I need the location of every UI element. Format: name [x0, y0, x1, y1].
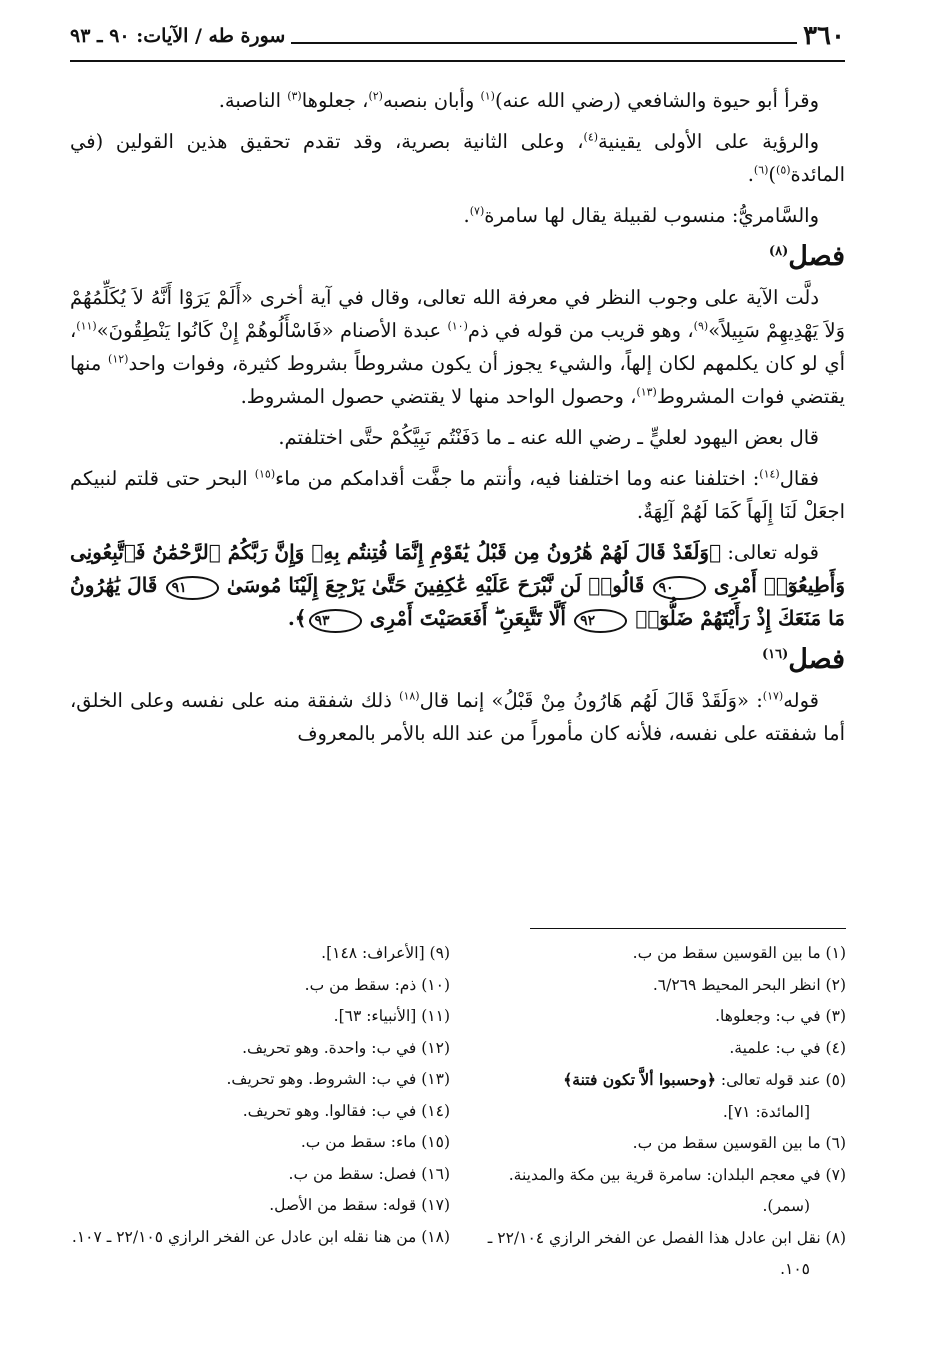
paragraph — [70, 462, 845, 528]
footnote-ref[interactable]: (١٧) — [762, 689, 784, 703]
main-text — [70, 84, 845, 750]
text: ذلك شفقة منه على نفسه وعلى الخلق، أما شفقته على نفسه، فلأنه كان مأموراً من عند الله بالأمر بالمعروف — [70, 689, 845, 745]
footnote: (١٠) ذم: سقط من ب. — [304, 975, 450, 994]
text: فقال — [779, 467, 819, 490]
paragraph — [70, 199, 845, 232]
footnotes-right-column — [466, 938, 846, 1286]
text: منها يقتضي فوات المشروط — [70, 352, 845, 408]
quran-paragraph — [70, 536, 845, 635]
text: دلَّت الآية على وجوب النظر في معرفة الله تعالى، وقال في آية أخرى «أَلَمْ يَرَوْا أَنَّهُ لاَ يُكَلِّمُهُمْ وَلاَ يَهْدِيهِمْ سَبِيلاً» — [70, 286, 845, 342]
text: ، وهو قريب من قوله في ذم — [467, 319, 694, 342]
footnote: (٧) في معجم البلدان: سامرة قرية بين مكة والمدينة. (سمر). — [508, 1165, 846, 1215]
footnote: (٢) انظر البحر المحيط ٦/٢٦٩. — [652, 975, 846, 994]
paragraph — [70, 684, 845, 750]
paragraph — [70, 281, 845, 413]
paragraph — [70, 84, 845, 117]
footnotes-left-column — [70, 938, 450, 1253]
footnote-ref[interactable]: (١٣) — [636, 385, 657, 399]
footnote: (١٧) قوله: سقط من الأصل. — [269, 1196, 450, 1214]
footnote: (٣) في ب: وجعلوها. — [715, 1007, 846, 1025]
footnote-ref[interactable]: (٣) — [287, 89, 302, 103]
footnote: (١٦) فصل: سقط من ب. — [288, 1164, 450, 1183]
footnote: (١٣) في ب: الشروط. وهو تحريف. — [226, 1070, 450, 1088]
text: قوله تعالى: — [721, 541, 819, 564]
heading-label: فصل — [788, 241, 845, 272]
footnote-ref[interactable]: (١٤) — [759, 467, 780, 481]
quran-verse: ﴿وَلَقَدْ قَالَ لَهُمْ هَٰرُونُ مِن قَبْلُ يَٰقَوْمِ إِنَّمَا فُتِنتُم بِهِۦ وَإِنَّ رَبَّكُمُ ٱلرَّحْمَٰنُ فَٱتَّبِعُونِى وَأَطِيعُوٓا۟ أَمْرِى — [70, 540, 845, 597]
footnote: (١٢) في ب: واحدة. وهو تحريف. — [242, 1038, 450, 1057]
footnote-text: (٥) عند قوله تعالى: — [715, 1071, 846, 1089]
footnote-reference: [المائدة: ٧١]. — [722, 1102, 810, 1121]
text: البحر حتى قلتم لنبيكم اجعَلْ لَنَا إِلَهاً كَمَا لَهُمْ آلِهَةٌ. — [70, 467, 845, 523]
header-divider — [70, 60, 845, 62]
verse-number-marker: ٩٢ — [574, 609, 627, 633]
quran-verse: أَلَّا تَتَّبِعَنِ ۖ أَفَعَصَيْتَ أَمْرِى — [369, 606, 566, 630]
text: والسَّامريُّ: منسوب لقبيلة يقال لها سامرة — [484, 204, 819, 227]
footnote: (١٥) ماء: سقط من ب. — [300, 1133, 450, 1151]
text: ) — [768, 163, 777, 186]
footnote: (٨) نقل ابن عادل هذا الفصل عن الفخر الرازي ٢٢/١٠٤ ـ ١٠٥. — [487, 1228, 846, 1278]
footnote-ref[interactable]: (١٥) — [254, 467, 276, 481]
text: وقرأ أبو حيوة والشافعي (رضي الله عنه) — [494, 89, 819, 112]
footnote-separator — [530, 928, 846, 929]
paragraph — [70, 421, 845, 454]
text: ، أي لو كان يكلمهم لكان إلهاً، والشيء يجوز أن يكون مشروطاً بشروط كثيرة، وفوات واحد — [70, 319, 845, 375]
footnote-ref[interactable]: (٩) — [693, 319, 709, 333]
footnote-ref[interactable]: (١٠) — [447, 319, 468, 333]
text: ، وحصول الواحد منها لا يقتضي حصول المشروط. — [240, 385, 637, 408]
footnote-ref[interactable]: (١٨) — [399, 689, 420, 703]
footnote: (٤) في ب: علمية. — [729, 1038, 846, 1057]
footnote — [466, 1064, 846, 1128]
footnote-ref[interactable]: (٨) — [768, 244, 789, 259]
quran-verse: قَالَ يَٰهَٰرُونُ مَا مَنَعَكَ إِذْ رَأَيْتَهُمْ ضَلُّوٓا۟ — [70, 573, 845, 630]
footnote-ref[interactable]: (١) — [480, 89, 495, 103]
page-number: ٣٦٠ — [803, 21, 845, 51]
footnote: (٦) ما بين القوسين سقط من ب. — [632, 1134, 846, 1152]
footnote: (١٤) في ب: فقالوا. وهو تحريف. — [242, 1101, 450, 1120]
quran-verse-end: ﴾. — [287, 606, 307, 630]
footnote-ref[interactable]: (٦) — [753, 163, 769, 177]
verse-number-marker: ٩٠ — [653, 576, 706, 600]
text: عبدة الأصنام «فَاسْأَلُوهُمْ إِنْ كَانُوا يَنْطِقُونَ» — [96, 319, 448, 342]
text: قوله — [783, 689, 819, 712]
footnote: (١١) [الأنبياء: ٦٣]. — [333, 1007, 450, 1025]
verse-number-marker: ٩٣ — [309, 609, 362, 633]
footnote-ref[interactable]: (١٦) — [761, 647, 789, 662]
text: قال بعض اليهود لعليٍّ ـ رضي الله عنه ـ ما دَفَنْتُم نَبِيَّكُمْ حتَّى اختلفتم. — [278, 426, 819, 449]
text: الناصبة. — [218, 89, 288, 112]
page-header — [70, 20, 845, 52]
running-title: سورة طه / الآيات: ٩٠ ـ ٩٣ — [70, 25, 286, 47]
text: . — [747, 163, 754, 186]
page — [70, 20, 845, 758]
verse-number-marker: ٩١ — [166, 576, 219, 600]
footnote-ref[interactable]: (٥) — [776, 163, 791, 177]
text: . — [463, 204, 470, 227]
footnote: (٩) [الأعراف: ١٤٨]. — [321, 944, 450, 962]
footnote-ref[interactable]: (٤) — [583, 130, 599, 144]
footnote: (١٨) من هنا نقله ابن عادل عن الفخر الرازي ٢٢/١٠٥ ـ ١٠٧. — [71, 1227, 450, 1246]
paragraph — [70, 125, 845, 191]
text: : «وَلَقَدْ قَالَ لَهُم هَارُونُ مِنْ قَبْلُ» إنما قال — [419, 689, 763, 712]
section-heading — [70, 240, 845, 273]
text: ، جعلوها — [301, 89, 369, 112]
text: والرؤية على الأولى يقينية — [598, 130, 819, 153]
footnote-quran-quote: ﴿وحسبوا ألاَّ تكون فتنة﴾ — [563, 1070, 716, 1089]
footnote-ref[interactable]: (٧) — [469, 204, 485, 218]
section-heading — [70, 643, 845, 676]
footnote-ref[interactable]: (٢) — [368, 89, 383, 103]
footnote-ref[interactable]: (١٢) — [108, 352, 129, 366]
quran-verse: قَالُوا۟ لَن نَّبْرَحَ عَلَيْهِ عَٰكِفِينَ حَتَّىٰ يَرْجِعَ إِلَيْنَا مُوسَىٰ — [226, 573, 645, 597]
text: : اختلفنا عنه وما اختلفنا فيه، وأنتم ما جفَّت أقدامكم من ماء — [275, 467, 760, 490]
footnote-ref[interactable]: (١١) — [76, 319, 97, 333]
heading-label: فصل — [788, 644, 845, 675]
footnote: (١) ما بين القوسين سقط من ب. — [632, 944, 846, 962]
text: ، وعلى الثانية بصرية، وقد تقدم تحقيق هذين القولين (في المائدة — [70, 130, 845, 186]
header-rule — [291, 28, 797, 44]
text: وأبان بنصبه — [382, 89, 481, 112]
